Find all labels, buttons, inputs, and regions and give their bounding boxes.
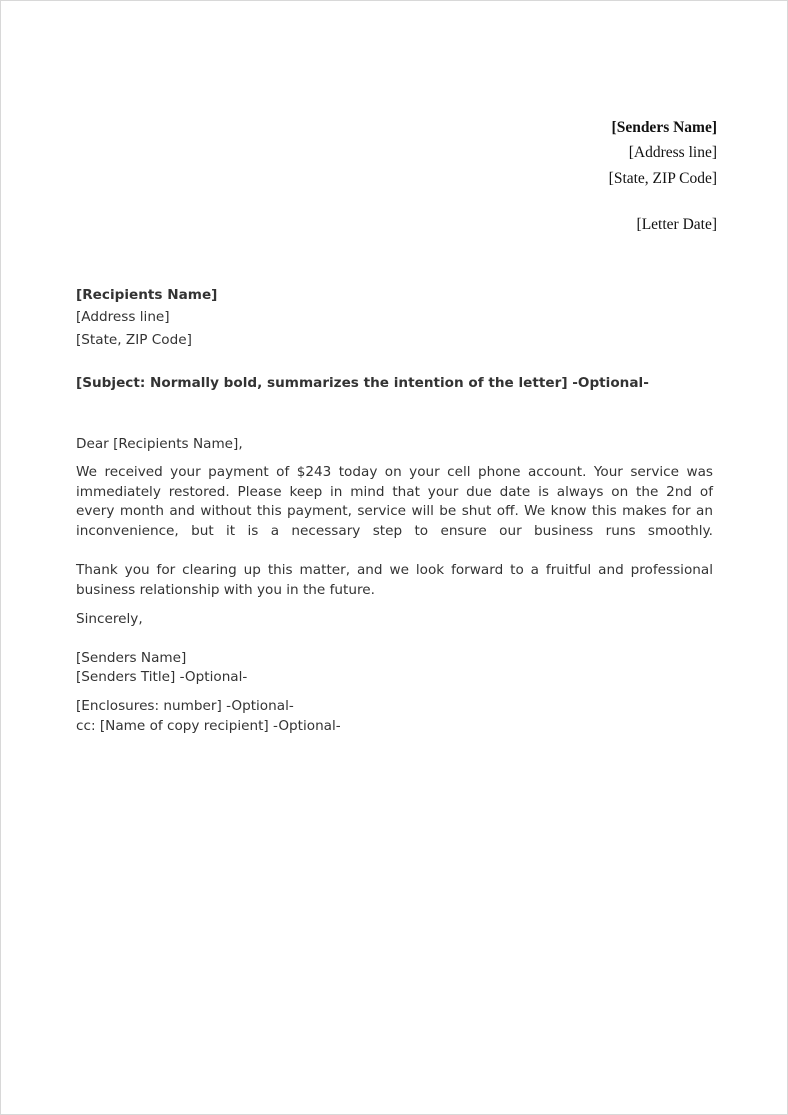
sender-address: [Address line] bbox=[628, 144, 717, 161]
salutation: Dear [Recipients Name], bbox=[76, 436, 243, 452]
body-line: business relationship with you in the future. bbox=[76, 582, 375, 598]
signature-name: [Senders Name] bbox=[76, 650, 187, 666]
letter-date: [Letter Date] bbox=[636, 216, 717, 233]
body-line: Thank you for clearing up this matter, and we look forward to a fruitful and professional bbox=[76, 562, 713, 578]
body-line: inconvenience, but it is a necessary step to ensure our business runs smoothly. bbox=[76, 523, 713, 539]
body-line: We received your payment of $243 today on your cell phone account. Your service was bbox=[76, 464, 713, 480]
closing: Sincerely, bbox=[76, 611, 143, 627]
subject-line: [Subject: Normally bold, summarizes the intention of the letter] -Optional- bbox=[76, 375, 649, 391]
recipient-state-zip: [State, ZIP Code] bbox=[76, 332, 192, 348]
cc-line: cc: [Name of copy recipient] -Optional- bbox=[76, 718, 341, 734]
sender-state-zip: [State, ZIP Code] bbox=[608, 170, 717, 187]
recipient-name: [Recipients Name] bbox=[76, 287, 218, 303]
body-line: every month and without this payment, service will be shut off. We know this makes for an bbox=[76, 503, 713, 519]
body-line: immediately restored. Please keep in mind that your due date is always on the 2nd of bbox=[76, 484, 713, 500]
sender-name: [Senders Name] bbox=[611, 119, 717, 136]
signature-title: [Senders Title] -Optional- bbox=[76, 669, 248, 685]
recipient-address: [Address line] bbox=[76, 309, 170, 325]
enclosures: [Enclosures: number] -Optional- bbox=[76, 698, 294, 714]
